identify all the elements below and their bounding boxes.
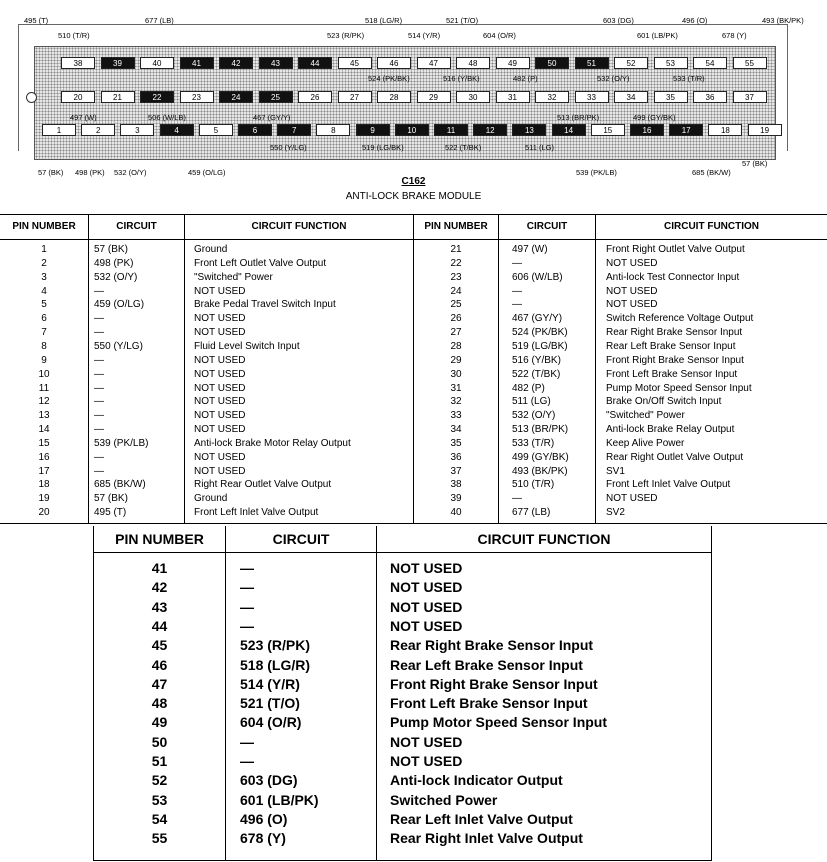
connector-pin: 43 bbox=[259, 57, 293, 69]
connector-pin: 42 bbox=[219, 57, 253, 69]
circuit-cell: — bbox=[94, 451, 104, 463]
connector-pin: 14 bbox=[552, 124, 586, 136]
circuit-cell: 499 (GY/BK) bbox=[512, 451, 569, 463]
function-cell: NOT USED bbox=[194, 327, 246, 339]
column-divider bbox=[225, 526, 226, 860]
wire-label: 522 (T/BK) bbox=[445, 143, 482, 152]
function-cell: Front Left Outlet Valve Output bbox=[194, 257, 327, 269]
pin-number-cell: 7 bbox=[41, 327, 47, 339]
circuit-cell: 57 (BK) bbox=[94, 493, 128, 505]
wire-label: 519 (LG/BK) bbox=[362, 143, 404, 152]
function-cell: NOT USED bbox=[606, 285, 658, 297]
function-cell: NOT USED bbox=[390, 579, 463, 596]
function-cell: NOT USED bbox=[194, 410, 246, 422]
connector-pin: 54 bbox=[693, 57, 727, 69]
circuit-cell: — bbox=[240, 617, 254, 634]
wire-label: 514 (Y/R) bbox=[408, 31, 441, 40]
connector-pin: 28 bbox=[377, 91, 411, 103]
function-cell: "Switched" Power bbox=[606, 410, 685, 422]
function-cell: SV2 bbox=[606, 507, 625, 519]
pin-number-cell: 47 bbox=[151, 675, 168, 692]
circuit-cell: — bbox=[512, 299, 522, 311]
column-divider bbox=[376, 526, 377, 860]
wire-label: 511 (LG) bbox=[525, 143, 555, 152]
connector-pin: 38 bbox=[61, 57, 95, 69]
column-divider bbox=[498, 215, 499, 523]
column-divider bbox=[595, 215, 596, 523]
pin-number-cell: 32 bbox=[450, 396, 462, 408]
pin-number-cell: 23 bbox=[450, 271, 462, 283]
wire-label: 523 (R/PK) bbox=[327, 31, 365, 40]
wire-label: 493 (BK/PK) bbox=[762, 16, 804, 25]
circuit-cell: 532 (O/Y) bbox=[512, 410, 556, 422]
circuit-cell: 601 (LB/PK) bbox=[240, 791, 319, 808]
circuit-cell: — bbox=[94, 327, 104, 339]
function-cell: SV1 bbox=[606, 465, 625, 477]
pin-number-cell: 45 bbox=[151, 637, 168, 654]
connector-pin: 30 bbox=[456, 91, 490, 103]
pin-number-cell: 16 bbox=[38, 451, 50, 463]
pin-number-cell: 38 bbox=[450, 479, 462, 491]
connector-id: C162 bbox=[401, 176, 426, 187]
pin-number-cell: 28 bbox=[450, 340, 462, 352]
connector-latch bbox=[26, 92, 37, 103]
circuit-cell: 533 (T/R) bbox=[512, 437, 555, 449]
function-cell: Pump Motor Speed Sensor Input bbox=[606, 382, 752, 394]
function-cell: Brake On/Off Switch Input bbox=[606, 396, 722, 408]
function-cell: NOT USED bbox=[194, 396, 246, 408]
circuit-cell: 519 (LG/BK) bbox=[512, 340, 568, 352]
header-function-right: CIRCUIT FUNCTION bbox=[596, 215, 827, 240]
circuit-cell: 678 (Y) bbox=[240, 830, 286, 847]
connector-pin: 22 bbox=[140, 91, 174, 103]
circuit-cell: — bbox=[94, 410, 104, 422]
circuit-cell: 539 (PK/LB) bbox=[94, 437, 149, 449]
connector-pin: 9 bbox=[356, 124, 390, 136]
circuit-cell: 606 (W/LB) bbox=[512, 271, 563, 283]
connector-pin: 2 bbox=[81, 124, 115, 136]
wire-label: 521 (T/O) bbox=[446, 16, 479, 25]
function-cell: Front Right Brake Sensor Input bbox=[390, 675, 598, 692]
circuit-cell: 524 (PK/BK) bbox=[512, 327, 568, 339]
pin-number-cell: 20 bbox=[38, 507, 50, 519]
function-cell: NOT USED bbox=[390, 598, 463, 615]
connector-pin: 31 bbox=[496, 91, 530, 103]
circuit-cell: — bbox=[94, 382, 104, 394]
function-cell: NOT USED bbox=[390, 733, 463, 750]
circuit-cell: 677 (LB) bbox=[512, 507, 551, 519]
circuit-cell: — bbox=[94, 396, 104, 408]
circuit-cell: 523 (R/PK) bbox=[240, 637, 311, 654]
wire-label: 524 (PK/BK) bbox=[368, 74, 410, 83]
connector-pin: 21 bbox=[101, 91, 135, 103]
function-cell: NOT USED bbox=[390, 753, 463, 769]
function-cell: NOT USED bbox=[606, 299, 658, 311]
connector-pin: 46 bbox=[377, 57, 411, 69]
connector-pin: 37 bbox=[733, 91, 767, 103]
function-cell: Front Left Brake Sensor Input bbox=[606, 368, 738, 380]
function-cell: Pump Motor Speed Sensor Input bbox=[390, 714, 608, 731]
circuit-cell: — bbox=[94, 368, 104, 380]
circuit-cell: 550 (Y/LG) bbox=[94, 340, 143, 352]
connector-pin: 25 bbox=[259, 91, 293, 103]
pin-number-cell: 35 bbox=[450, 437, 462, 449]
circuit-cell: 57 (BK) bbox=[94, 244, 128, 255]
function-cell: Rear Left Brake Sensor Input bbox=[606, 340, 736, 352]
function-cell: Switched Power bbox=[390, 791, 498, 808]
circuit-cell: 496 (O) bbox=[240, 810, 288, 827]
pin-number-cell: 46 bbox=[151, 656, 168, 673]
function-cell: Anti-lock Indicator Output bbox=[390, 772, 563, 789]
pin-number-cell: 2 bbox=[41, 257, 47, 269]
header-circuit-right: CIRCUIT bbox=[499, 215, 595, 240]
pin-number-cell: 18 bbox=[38, 479, 50, 491]
circuit-cell: 493 (BK/PK) bbox=[512, 465, 568, 477]
column-divider bbox=[184, 215, 185, 523]
pin-number-cell: 24 bbox=[450, 285, 462, 297]
header-function-left: CIRCUIT FUNCTION bbox=[185, 215, 413, 240]
function-cell: NOT USED bbox=[606, 257, 658, 269]
circuit-cell: 516 (Y/BK) bbox=[512, 354, 561, 366]
circuit-cell: — bbox=[240, 598, 254, 615]
connector-pin: 33 bbox=[575, 91, 609, 103]
connector-pin: 49 bbox=[496, 57, 530, 69]
connector-pin: 8 bbox=[316, 124, 350, 136]
header-pin-number-left: PIN NUMBER bbox=[0, 215, 88, 240]
pin-number-cell: 19 bbox=[38, 493, 50, 505]
header-pin-number: PIN NUMBER bbox=[94, 526, 225, 553]
circuit-cell: — bbox=[94, 313, 104, 325]
pin-number-cell: 49 bbox=[151, 714, 168, 731]
circuit-cell: 482 (P) bbox=[512, 382, 545, 394]
header-circuit: CIRCUIT bbox=[226, 526, 376, 553]
pin-number-cell: 53 bbox=[151, 791, 168, 808]
connector-pin: 52 bbox=[614, 57, 648, 69]
connector-pin: 44 bbox=[298, 57, 332, 69]
circuit-cell: 467 (GY/Y) bbox=[512, 313, 563, 325]
pin-number-cell: 26 bbox=[450, 313, 462, 325]
pin-number-cell: 9 bbox=[41, 354, 47, 366]
function-cell: Rear Right Outlet Valve Output bbox=[606, 451, 744, 463]
pin-number-cell: 39 bbox=[450, 493, 462, 505]
connector-pin: 11 bbox=[434, 124, 468, 136]
function-cell: NOT USED bbox=[194, 285, 246, 297]
connector-pin: 50 bbox=[535, 57, 569, 69]
connector-pin: 13 bbox=[512, 124, 546, 136]
pin-number-cell: 43 bbox=[151, 598, 168, 615]
pin-number-cell: 5 bbox=[41, 299, 47, 311]
wire-label: 532 (O/Y) bbox=[114, 168, 147, 177]
circuit-cell: — bbox=[240, 753, 254, 769]
pin-number-cell: 40 bbox=[450, 507, 462, 519]
circuit-cell: 685 (BK/W) bbox=[94, 479, 146, 491]
connector-pin: 15 bbox=[591, 124, 625, 136]
pin-number-cell: 31 bbox=[450, 382, 462, 394]
connector-pin: 27 bbox=[338, 91, 372, 103]
connector-pin: 5 bbox=[199, 124, 233, 136]
circuit-cell: — bbox=[240, 579, 254, 596]
wire-label: 510 (T/R) bbox=[58, 31, 90, 40]
header-pin-number-right: PIN NUMBER bbox=[414, 215, 498, 240]
function-cell: NOT USED bbox=[194, 368, 246, 380]
circuit-cell: — bbox=[94, 465, 104, 477]
wire-label: 482 (P) bbox=[513, 74, 538, 83]
function-cell: Brake Pedal Travel Switch Input bbox=[194, 299, 336, 311]
connector-pin: 35 bbox=[654, 91, 688, 103]
circuit-cell: — bbox=[94, 424, 104, 436]
function-cell: Front Left Brake Sensor Input bbox=[390, 695, 588, 712]
circuit-cell: 511 (LG) bbox=[512, 396, 551, 408]
pin-number-cell: 6 bbox=[41, 313, 47, 325]
circuit-cell: — bbox=[512, 285, 522, 297]
function-cell: Rear Left Inlet Valve Output bbox=[390, 810, 573, 827]
function-cell: Keep Alive Power bbox=[606, 437, 685, 449]
wire-label: 685 (BK/W) bbox=[692, 168, 731, 177]
circuit-cell: 495 (T) bbox=[94, 507, 127, 519]
function-cell: NOT USED bbox=[194, 451, 246, 463]
wire-label: 532 (O/Y) bbox=[597, 74, 630, 83]
connector-pin: 40 bbox=[140, 57, 174, 69]
header-function: CIRCUIT FUNCTION bbox=[377, 526, 711, 553]
function-cell: Rear Right Brake Sensor Input bbox=[390, 637, 594, 654]
function-cell: Anti-lock Brake Relay Output bbox=[606, 424, 735, 436]
wire-label: 513 (BR/PK) bbox=[557, 113, 600, 122]
connector-pin: 18 bbox=[708, 124, 742, 136]
connector-pin: 20 bbox=[61, 91, 95, 103]
wire-label: 518 (LG/R) bbox=[365, 16, 403, 25]
connector-pin: 23 bbox=[180, 91, 214, 103]
pin-number-cell: 27 bbox=[450, 327, 462, 339]
connector-pin: 45 bbox=[338, 57, 372, 69]
circuit-cell: 510 (T/R) bbox=[512, 479, 555, 491]
connector-pin: 55 bbox=[733, 57, 767, 69]
circuit-cell: 521 (T/O) bbox=[240, 695, 300, 712]
pin-number-cell: 30 bbox=[450, 368, 462, 380]
pin-number-cell: 11 bbox=[38, 382, 50, 394]
function-cell: Anti-lock Brake Motor Relay Output bbox=[194, 437, 351, 449]
function-cell: Ground bbox=[194, 244, 228, 255]
pin-number-cell: 54 bbox=[151, 810, 168, 827]
connector-pin: 32 bbox=[535, 91, 569, 103]
connector-pin: 53 bbox=[654, 57, 688, 69]
wire-label: 57 (BK) bbox=[38, 168, 64, 177]
wire-label: 603 (DG) bbox=[603, 16, 634, 25]
pin-number-cell: 50 bbox=[151, 733, 168, 750]
function-cell: Ground bbox=[194, 493, 228, 505]
connector-pin: 47 bbox=[417, 57, 451, 69]
wire-label: 496 (O) bbox=[682, 16, 708, 25]
circuit-cell: 498 (PK) bbox=[94, 257, 134, 269]
function-cell: Front Right Brake Sensor Input bbox=[606, 354, 744, 366]
wire-label: 57 (BK) bbox=[742, 159, 768, 168]
circuit-cell: 603 (DG) bbox=[240, 772, 298, 789]
pinout-table-lower bbox=[93, 526, 712, 861]
pin-number-cell: 42 bbox=[151, 579, 168, 596]
wire-label: 539 (PK/LB) bbox=[576, 168, 617, 177]
connector-diagram bbox=[0, 0, 827, 212]
pinout-table-upper bbox=[0, 214, 827, 524]
function-cell: Fluid Level Switch Input bbox=[194, 340, 300, 352]
connector-pin: 34 bbox=[614, 91, 648, 103]
circuit-cell: 513 (BR/PK) bbox=[512, 424, 569, 436]
circuit-cell: 532 (O/Y) bbox=[94, 271, 138, 283]
circuit-cell: 604 (O/R) bbox=[240, 714, 302, 731]
wire-label: 498 (PK) bbox=[75, 168, 105, 177]
function-cell: Front Left Inlet Valve Output bbox=[194, 507, 319, 519]
function-cell: Rear Left Brake Sensor Input bbox=[390, 656, 583, 673]
wire-label: 601 (LB/PK) bbox=[637, 31, 678, 40]
pin-number-cell: 29 bbox=[450, 354, 462, 366]
connector-pin: 41 bbox=[180, 57, 214, 69]
function-cell: NOT USED bbox=[390, 617, 463, 634]
connector-name: ANTI-LOCK BRAKE MODULE bbox=[345, 191, 482, 202]
connector-pin: 36 bbox=[693, 91, 727, 103]
function-cell: Rear Right Inlet Valve Output bbox=[390, 830, 583, 847]
pin-number-cell: 14 bbox=[38, 424, 50, 436]
circuit-cell: — bbox=[240, 560, 254, 576]
wire-label: 467 (GY/Y) bbox=[253, 113, 291, 122]
function-cell: NOT USED bbox=[194, 354, 246, 366]
function-cell: "Switched" Power bbox=[194, 271, 273, 283]
circuit-cell: — bbox=[94, 354, 104, 366]
function-cell: NOT USED bbox=[606, 493, 658, 505]
circuit-cell: 459 (O/LG) bbox=[94, 299, 145, 311]
connector-pin: 26 bbox=[298, 91, 332, 103]
circuit-cell: — bbox=[512, 257, 522, 269]
function-cell: Front Left Inlet Valve Output bbox=[606, 479, 731, 491]
function-cell: Front Right Outlet Valve Output bbox=[606, 244, 745, 255]
pin-number-cell: 37 bbox=[450, 465, 462, 477]
circuit-cell: 518 (LG/R) bbox=[240, 656, 311, 673]
pin-number-cell: 44 bbox=[151, 617, 168, 634]
pin-number-cell: 4 bbox=[41, 285, 47, 297]
pin-number-cell: 34 bbox=[450, 424, 462, 436]
wire-label: 677 (LB) bbox=[145, 16, 174, 25]
wire-label: 459 (O/LG) bbox=[188, 168, 226, 177]
circuit-cell: — bbox=[512, 493, 522, 505]
pin-number-cell: 17 bbox=[38, 465, 50, 477]
wire-label: 495 (T) bbox=[24, 16, 49, 25]
connector-pin: 29 bbox=[417, 91, 451, 103]
function-cell: NOT USED bbox=[194, 424, 246, 436]
circuit-cell: — bbox=[240, 733, 254, 750]
connector-pin: 24 bbox=[219, 91, 253, 103]
circuit-cell: 522 (T/BK) bbox=[512, 368, 561, 380]
wire-label: 604 (O/R) bbox=[483, 31, 516, 40]
circuit-cell: 497 (W) bbox=[512, 244, 548, 255]
connector-pin: 17 bbox=[669, 124, 703, 136]
wire-label: 533 (T/R) bbox=[673, 74, 705, 83]
circuit-cell: 514 (Y/R) bbox=[240, 675, 300, 692]
function-cell: Rear Right Brake Sensor Input bbox=[606, 327, 743, 339]
wire-label: 550 (Y/LG) bbox=[270, 143, 307, 152]
pin-number-cell: 25 bbox=[450, 299, 462, 311]
connector-pin: 10 bbox=[395, 124, 429, 136]
wire-label: 516 (Y/BK) bbox=[443, 74, 480, 83]
function-cell: Right Rear Outlet Valve Output bbox=[194, 479, 332, 491]
pin-number-cell: 15 bbox=[38, 437, 50, 449]
pin-number-cell: 13 bbox=[38, 410, 50, 422]
pin-number-cell: 51 bbox=[151, 753, 168, 769]
connector-pin: 7 bbox=[277, 124, 311, 136]
pin-number-cell: 22 bbox=[450, 257, 462, 269]
function-cell: Anti-lock Test Connector Input bbox=[606, 271, 740, 283]
pin-number-cell: 3 bbox=[41, 271, 47, 283]
connector-pin: 16 bbox=[630, 124, 664, 136]
connector-pin: 3 bbox=[120, 124, 154, 136]
connector-pin: 4 bbox=[160, 124, 194, 136]
pin-number-cell: 48 bbox=[151, 695, 168, 712]
pin-number-cell: 41 bbox=[151, 560, 168, 576]
connector-pin: 19 bbox=[748, 124, 782, 136]
wire-label: 497 (W) bbox=[70, 113, 97, 122]
pin-number-cell: 55 bbox=[151, 830, 168, 847]
wire-label: 499 (GY/BK) bbox=[633, 113, 676, 122]
pin-number-cell: 8 bbox=[41, 340, 47, 352]
header-circuit-left: CIRCUIT bbox=[89, 215, 184, 240]
pin-number-cell: 52 bbox=[151, 772, 168, 789]
wire-label: 678 (Y) bbox=[722, 31, 747, 40]
function-cell: NOT USED bbox=[194, 382, 246, 394]
pin-number-cell: 21 bbox=[450, 244, 462, 255]
circuit-cell: — bbox=[94, 285, 104, 297]
connector-pin: 1 bbox=[42, 124, 76, 136]
wire-label: 506 (W/LB) bbox=[148, 113, 186, 122]
function-cell: NOT USED bbox=[194, 465, 246, 477]
pin-number-cell: 36 bbox=[450, 451, 462, 463]
pin-number-cell: 33 bbox=[450, 410, 462, 422]
column-divider bbox=[88, 215, 89, 523]
function-cell: NOT USED bbox=[390, 560, 463, 576]
connector-pin: 39 bbox=[101, 57, 135, 69]
pin-number-cell: 1 bbox=[41, 244, 47, 255]
pin-number-cell: 10 bbox=[38, 368, 50, 380]
connector-pin: 12 bbox=[473, 124, 507, 136]
connector-pin: 51 bbox=[575, 57, 609, 69]
function-cell: Switch Reference Voltage Output bbox=[606, 313, 754, 325]
function-cell: NOT USED bbox=[194, 313, 246, 325]
connector-pin: 48 bbox=[456, 57, 490, 69]
pin-number-cell: 12 bbox=[38, 396, 50, 408]
connector-pin: 6 bbox=[238, 124, 272, 136]
